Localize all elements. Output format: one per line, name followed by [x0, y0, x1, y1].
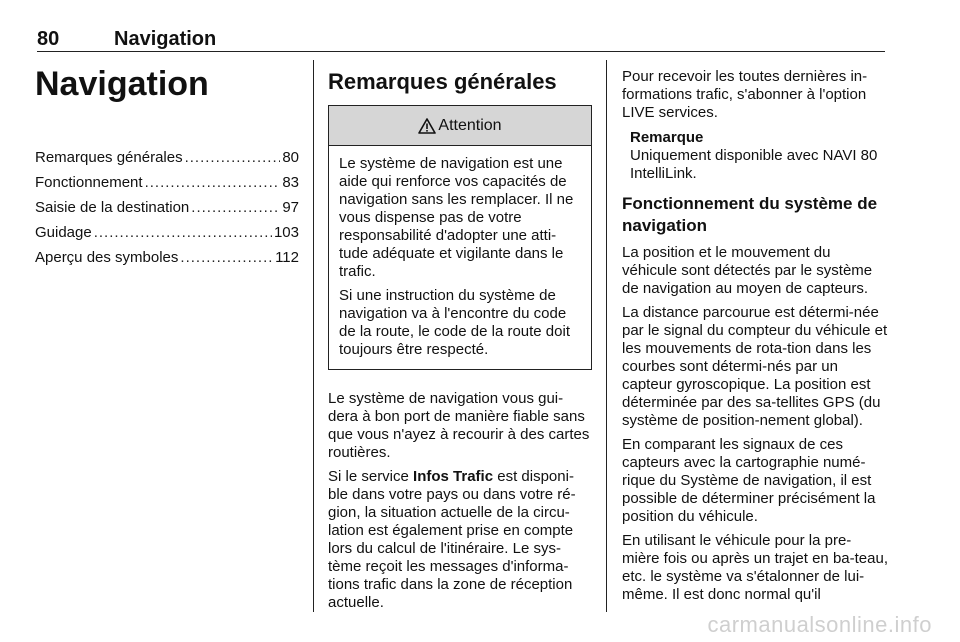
column-toc	[35, 60, 299, 270]
toc-entry-apercu[interactable]	[35, 245, 299, 270]
toc-page: 80	[282, 149, 299, 166]
table-of-contents	[35, 145, 299, 270]
body-paragraph: Le système de navigation vous gui-dera à bon port de manière fiable sans que vous n'ayez à recourir à des cartes routières.	[328, 390, 590, 461]
warning-title: Attention	[438, 116, 502, 134]
toc-entry-remarques[interactable]	[35, 145, 299, 170]
body-paragraph: La position et le mouvement du véhicule sont détectés par le système de navigation au moyen de capteurs.	[622, 244, 873, 297]
page-number: 80	[37, 28, 60, 50]
column-operation	[622, 60, 888, 604]
section-title: Remarques générales	[328, 69, 557, 94]
toc-label: Guidage	[35, 224, 92, 241]
column-general-remarks	[328, 60, 592, 612]
toc-entry-guidage[interactable]	[35, 220, 299, 245]
body-paragraph: En utilisant le véhicule pour la pre-mière fois ou après un trajet en ba-teau, etc. le système va s'étalonner de lui-même. Il est donc normal qu'il	[622, 532, 888, 603]
toc-page: 83	[282, 174, 299, 191]
warning-body	[329, 146, 591, 369]
page-header	[37, 28, 885, 50]
warning-paragraph: Si une instruction du système de navigation va à l'encontre du code de la route, le code de la route doit toujours être respecté.	[339, 287, 570, 358]
watermark: carmanualsonline.info	[707, 612, 932, 637]
toc-page: 103	[273, 224, 299, 241]
warning-box	[328, 105, 592, 370]
body-paragraph: Pour recevoir les toutes dernières in-formations trafic, s'abonner à l'option LIVE services.	[622, 68, 868, 121]
chapter-title: Navigation	[35, 65, 209, 103]
subsection-title: Fonctionnement du système de navigation	[622, 194, 878, 235]
toc-label: Remarques générales	[35, 149, 183, 166]
toc-leader	[145, 170, 281, 195]
toc-label: Aperçu des symboles	[35, 249, 179, 266]
note-title: Remarque	[630, 129, 704, 146]
warning-header	[329, 106, 591, 146]
warning-paragraph: Le système de navigation est une aide qui renforce vos capacités de navigation sans les remplacer. Il ne vous dispense pas de votre responsabilité d'adopter une atti-tude adéquate et vigilante dans le trafic.	[339, 155, 574, 280]
section-body	[328, 390, 592, 612]
toc-leader	[180, 245, 273, 270]
note-text: Uniquement disponible avec NAVI 80 IntelliLink.	[630, 147, 878, 182]
column-divider-2	[606, 60, 607, 612]
toc-leader	[191, 195, 280, 220]
infos-trafic-term: Infos Trafic	[413, 468, 494, 485]
note-block	[630, 129, 888, 183]
toc-entry-fonctionnement[interactable]	[35, 170, 299, 195]
body-paragraph: La distance parcourue est détermi-née par le signal du compteur du véhicule et les mouvements de rota-tion dans les courbes sont détermi-nés par un capteur gyroscopique. La position est déterminée par des sa-tellites GPS (du système de position-nement global).	[622, 304, 888, 429]
toc-label: Fonctionnement	[35, 174, 143, 191]
toc-leader	[185, 145, 281, 170]
header-title: Navigation	[114, 28, 217, 50]
toc-label: Saisie de la destination	[35, 199, 190, 216]
column-divider-1	[313, 60, 314, 612]
text-run: Si le service	[328, 468, 414, 485]
toc-page: 97	[282, 199, 299, 216]
toc-entry-saisie[interactable]	[35, 195, 299, 220]
header-rule	[37, 51, 885, 52]
toc-page: 112	[275, 249, 299, 266]
body-paragraph: En comparant les signaux de ces capteurs avec la cartographie numé-rique du Système de navigation, il est possible de déterminer précisément la position du véhicule.	[622, 436, 876, 525]
text-run: est disponi-ble dans votre pays ou dans votre ré-gion, la situation actuelle de la circu-lation est également prise en compte lors du calcul de l'itinéraire. Le sys-tème reçoit les messages d'informa-tions trafic dans la zone de réception actuelle.	[328, 468, 576, 611]
warning-triangle-icon	[418, 118, 436, 134]
toc-leader	[94, 220, 272, 245]
body-paragraph	[328, 468, 592, 612]
